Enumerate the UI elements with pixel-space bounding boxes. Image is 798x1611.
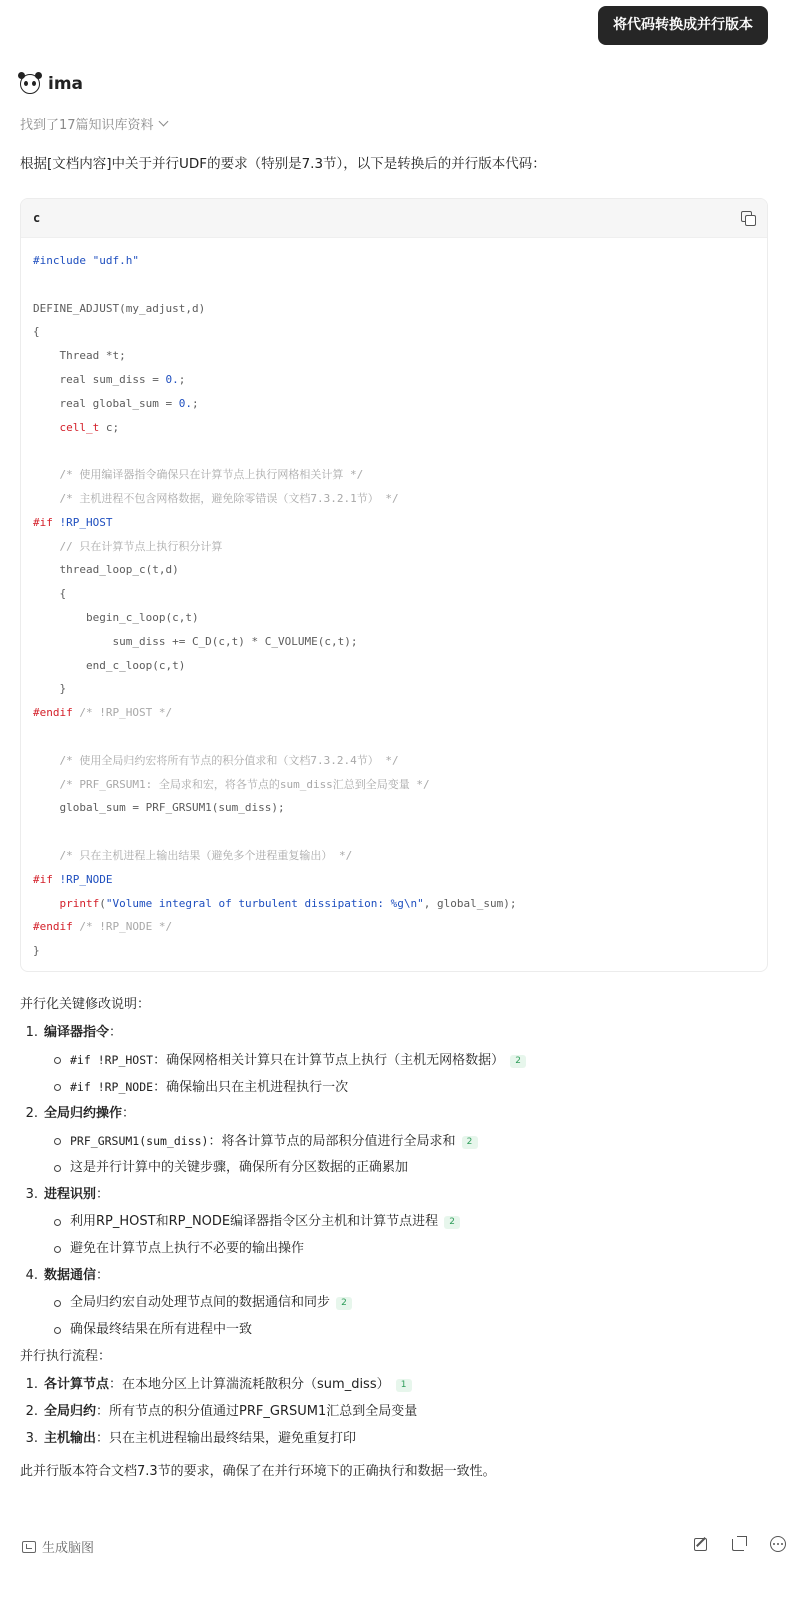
modifications-heading: 并行化关键修改说明： <box>20 997 151 1012</box>
modification-bullet: 这是并行计算中的关键步骤，确保所有分区数据的正确累加 <box>70 1158 780 1185</box>
generate-mindmap-button[interactable] <box>22 1537 94 1556</box>
modification-title: 1. 编译器指令： <box>25 1025 123 1040</box>
code-line: Thread *t; <box>33 349 126 363</box>
citation-badge[interactable]: 2 <box>510 1055 526 1068</box>
code-line: /* 使用编译器指令确保只在计算节点上执行网格相关计算 */ <box>33 468 364 482</box>
code-line: printf("Volume integral of turbulent dissipation: %g\n", global_sum); <box>59 896 517 910</box>
flow-heading: 并行执行流程： <box>20 1349 112 1364</box>
code-line: { <box>33 325 40 339</box>
assistant-header <box>20 74 83 94</box>
code-language-label: c <box>33 211 41 225</box>
modification-title: 4. 数据通信： <box>25 1268 110 1283</box>
modification-item <box>20 1266 780 1347</box>
code-line: #if !RP_HOST <box>33 515 113 529</box>
code-line: begin_c_loop(c,t) <box>33 610 199 624</box>
flow-item: 2. 全局归约：所有节点的积分值通过PRF_GRSUM1汇总到全局变量 <box>25 1404 418 1419</box>
code-line: DEFINE_ADJUST(my_adjust,d) <box>33 301 206 315</box>
code-line: { <box>33 587 67 601</box>
sources-label: 找到了17篇知识库资料 <box>20 118 154 133</box>
user-message-bubble: 将代码转换成并行版本 <box>598 6 768 45</box>
intro-text: 根据[文档内容]中关于并行UDF的要求（特别是7.3节），以下是转换后的并行版本代码： <box>20 156 546 172</box>
code-line <box>33 439 755 463</box>
code-line: real global_sum = 0.; <box>33 396 199 410</box>
modification-bullet: #if !RP_NODE：确保输出只在主机进程执行一次 <box>70 1077 780 1104</box>
modification-item <box>20 1185 780 1266</box>
sources-toggle[interactable] <box>20 114 167 133</box>
code-line: #endif /* !RP_NODE */ <box>33 920 173 934</box>
footer-actions <box>694 1536 786 1552</box>
modification-bullet: #if !RP_HOST：确保网格相关计算只在计算节点上执行（主机无网格数据） 2 <box>70 1050 780 1077</box>
code-line <box>33 820 755 844</box>
modification-item <box>20 1104 780 1185</box>
citation-badge[interactable]: 2 <box>444 1216 460 1229</box>
assistant-name: ima <box>48 74 84 94</box>
code-line: #endif /* !RP_HOST */ <box>33 706 173 720</box>
modification-bullet: 利用RP_HOST和RP_NODE编译器指令区分主机和计算节点进程 2 <box>70 1212 780 1239</box>
modification-title: 3. 进程识别： <box>25 1187 110 1202</box>
modification-bullet: PRF_GRSUM1(sum_diss)：将各计算节点的局部积分值进行全局求和 2 <box>70 1131 780 1158</box>
citation-badge[interactable]: 1 <box>396 1379 412 1392</box>
mindmap-label: 生成脑图 <box>42 1541 95 1556</box>
code-line: /* 主机进程不包含网格数据，避免除零错误（文档7.3.2.1节） */ <box>33 491 399 505</box>
code-block <box>20 198 768 972</box>
more-icon[interactable] <box>770 1536 786 1552</box>
code-block-header <box>21 199 767 238</box>
code-line: #include "udf.h" <box>33 254 139 267</box>
modification-title: 2. 全局归约操作： <box>25 1106 136 1121</box>
code-line: sum_diss += C_D(c,t) * C_VOLUME(c,t); <box>33 634 358 648</box>
chevron-down-icon <box>158 117 168 127</box>
edit-icon[interactable] <box>694 1536 710 1552</box>
code-line: #if !RP_NODE <box>33 872 113 886</box>
code-line: /* PRF_GRSUM1: 全局求和宏，将各节点的sum_diss汇总到全局变量 */ <box>33 777 430 791</box>
modification-bullet: 避免在计算节点上执行不必要的输出操作 <box>70 1239 780 1266</box>
code-line <box>33 273 755 297</box>
code-line: /* 只在主机进程上输出结果（避免多个进程重复输出） */ <box>33 848 353 862</box>
code-line <box>33 725 755 749</box>
mindmap-icon <box>22 1541 36 1553</box>
code-line: /* 使用全局归约宏将所有节点的积分值求和（文档7.3.2.4节） */ <box>33 753 399 767</box>
modification-bullet: 确保最终结果在所有进程中一致 <box>70 1320 780 1347</box>
conclusion-text: 此并行版本符合文档7.3节的要求，确保了在并行环境下的正确执行和数据一致性。 <box>20 1464 496 1479</box>
code-line: cell_t c; <box>59 420 120 434</box>
flow-item: 3. 主机输出：只在主机进程输出最终结果，避免重复打印 <box>25 1431 357 1446</box>
panda-avatar-icon <box>20 74 40 94</box>
code-line: } <box>33 682 67 696</box>
code-line: end_c_loop(c,t) <box>33 658 186 672</box>
code-line: // 只在计算节点上执行积分计算 <box>33 539 223 553</box>
code-line: } <box>33 944 40 958</box>
flow-list <box>20 1375 780 1456</box>
code-line: global_sum = PRF_GRSUM1(sum_diss); <box>33 801 285 815</box>
flow-item: 1. 各计算节点：在本地分区上计算湍流耗散积分（sum_diss） 1 <box>20 1375 780 1402</box>
modification-bullet: 全局归约宏自动处理节点间的数据通信和同步 2 <box>70 1293 780 1320</box>
code-body <box>21 238 767 963</box>
explanation-content <box>20 995 780 1490</box>
modification-item <box>20 1023 780 1104</box>
copy-icon[interactable] <box>741 211 755 225</box>
citation-badge[interactable]: 2 <box>336 1297 352 1310</box>
citation-badge[interactable]: 2 <box>462 1136 478 1149</box>
code-line: real sum_diss = 0.; <box>33 372 186 386</box>
code-line: thread_loop_c(t,d) <box>33 563 179 577</box>
modifications-list <box>20 1023 780 1347</box>
share-icon[interactable] <box>732 1536 748 1552</box>
